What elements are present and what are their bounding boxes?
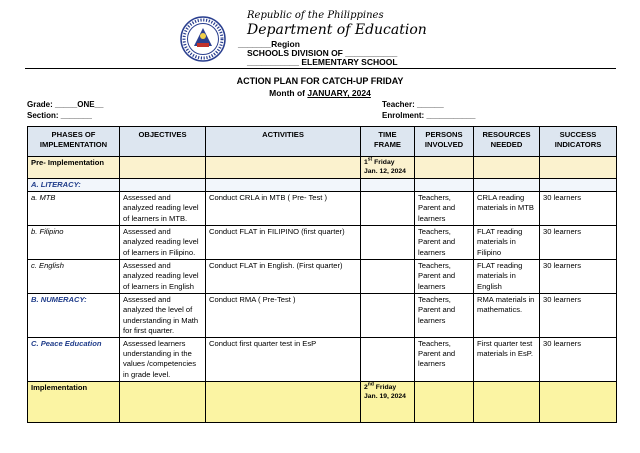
pre-time-frame <box>361 157 415 179</box>
table-cell <box>474 179 540 192</box>
time-cell <box>361 226 415 260</box>
activity-cell: Conduct CRLA in MTB ( Pre- Test ) <box>206 192 361 226</box>
resources-cell: FLAT reading materials in English <box>474 260 540 294</box>
col-activities: ACTIVITIES <box>206 127 361 157</box>
table-cell <box>120 157 206 179</box>
month-value: JANUARY, 2024 <box>307 88 371 98</box>
persons-cell: Teachers, Parent and learners <box>415 260 474 294</box>
time-cell <box>361 260 415 294</box>
table-row <box>28 294 617 338</box>
resources-cell: CRLA reading materials in MTB <box>474 192 540 226</box>
objective-cell: Assessed learners understanding in the values /competencies in grade level. <box>120 338 206 382</box>
implementation-label: Implementation <box>28 381 120 422</box>
table-cell <box>474 381 540 422</box>
col-phases: PHASES OF IMPLEMENTATION <box>28 127 120 157</box>
table-cell <box>361 179 415 192</box>
letterhead <box>0 0 640 72</box>
col-indicators: SUCCESS INDICATORS <box>540 127 617 157</box>
implementation-row <box>28 381 617 422</box>
resources-cell: RMA materials in mathematics. <box>474 294 540 338</box>
col-resources: RESOURCES NEEDED <box>474 127 540 157</box>
phase-cell: B. NUMERACY: <box>28 294 120 338</box>
objective-cell: Assessed and analyzed reading level of learners in English <box>120 260 206 294</box>
grade-field: Grade: _____ONE__ <box>27 100 104 109</box>
pre-implementation-row <box>28 157 617 179</box>
month-prefix: Month of <box>269 88 308 98</box>
table-row <box>28 226 617 260</box>
time-cell <box>361 294 415 338</box>
deped-seal-logo <box>180 16 226 62</box>
table-cell <box>540 381 617 422</box>
header-divider <box>25 68 616 69</box>
persons-cell: Teachers, Parent and learners <box>415 294 474 338</box>
impl-time-date: Jan. 19, 2024 <box>364 392 406 400</box>
table-cell <box>474 157 540 179</box>
school-line: ___________ ELEMENTARY SCHOOL <box>247 57 398 67</box>
objective-cell: Assessed and analyzed reading level of learners in Filipino. <box>120 226 206 260</box>
time-cell <box>361 338 415 382</box>
col-time-frame: TIME FRAME <box>361 127 415 157</box>
phase-cell: a. MTB <box>28 192 120 226</box>
impl-time-frame <box>361 381 415 422</box>
section-field: Section: _______ <box>27 111 92 120</box>
table-cell <box>206 157 361 179</box>
republic-line: Republic of the Philippines <box>247 10 384 21</box>
phase-cell: C. Peace Education <box>28 338 120 382</box>
activity-cell: Conduct FLAT in English. (First quarter) <box>206 260 361 294</box>
pre-time-rest: Friday <box>372 159 395 166</box>
phase-cell: b. Filipino <box>28 226 120 260</box>
table-cell <box>540 179 617 192</box>
table-cell <box>206 179 361 192</box>
literacy-label: A. LITERACY: <box>28 179 120 192</box>
objective-cell: Assessed and analyzed reading level of learners in MTB. <box>120 192 206 226</box>
table-cell <box>540 157 617 179</box>
indicators-cell: 30 learners <box>540 294 617 338</box>
indicators-cell: 30 learners <box>540 260 617 294</box>
impl-time-suffix: nd <box>367 381 374 388</box>
teacher-field: Teacher: ______ <box>382 100 444 109</box>
persons-cell: Teachers, Parent and learners <box>415 338 474 382</box>
pre-implementation-label: Pre- Implementation <box>28 157 120 179</box>
indicators-cell: 30 learners <box>540 226 617 260</box>
pre-time-date: Jan. 12, 2024 <box>364 168 406 175</box>
department-line: Department of Education <box>247 22 427 38</box>
table-cell <box>206 381 361 422</box>
activity-cell: Conduct RMA ( Pre-Test ) <box>206 294 361 338</box>
enrolment-field: Enrolment: ___________ <box>382 111 476 120</box>
objective-cell: Assessed and analyzed the level of understanding in Math for first quarter. <box>120 294 206 338</box>
table-cell <box>120 179 206 192</box>
impl-time-ordinal: 2 <box>364 383 368 391</box>
region-line: _______Region <box>238 39 300 49</box>
phase-cell: c. English <box>28 260 120 294</box>
table-cell <box>120 381 206 422</box>
document-title: ACTION PLAN FOR CATCH-UP FRIDAY <box>236 76 404 86</box>
col-persons: PERSONS INVOLVED <box>415 127 474 157</box>
indicators-cell: 30 learners <box>540 192 617 226</box>
table-header-row <box>28 127 617 157</box>
table-row <box>28 338 617 382</box>
pre-time-ordinal: 1 <box>364 159 368 166</box>
table-cell <box>415 179 474 192</box>
division-line: SCHOOLS DIVISION OF ___________ <box>247 48 398 58</box>
table-row <box>28 260 617 294</box>
table-row <box>28 192 617 226</box>
resources-cell: First quarter test materials in EsP. <box>474 338 540 382</box>
month-line <box>0 88 640 98</box>
action-plan-table <box>27 126 617 423</box>
time-cell <box>361 192 415 226</box>
pre-time-suffix: st <box>367 156 373 163</box>
activity-cell: Conduct first quarter test in EsP <box>206 338 361 382</box>
persons-cell: Teachers, Parent and learners <box>415 192 474 226</box>
resources-cell: FLAT reading materials in Filipino <box>474 226 540 260</box>
col-objectives: OBJECTIVES <box>120 127 206 157</box>
table-cell <box>415 157 474 179</box>
activity-cell: Conduct FLAT in FILIPINO (first quarter) <box>206 226 361 260</box>
impl-time-rest: Friday <box>373 383 397 391</box>
table-cell <box>415 381 474 422</box>
persons-cell: Teachers, Parent and learners <box>415 226 474 260</box>
indicators-cell: 30 learners <box>540 338 617 382</box>
literacy-heading-row <box>28 179 617 192</box>
